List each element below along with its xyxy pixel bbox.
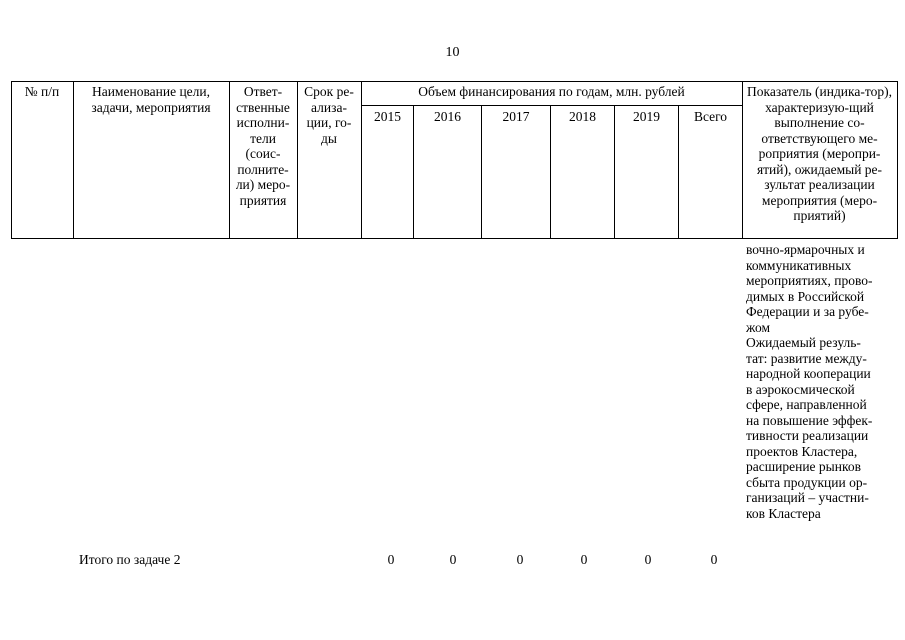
- header-name: Наименование цели, задачи, мероприятия: [91, 84, 211, 115]
- page-number: 10: [445, 45, 460, 60]
- continuation-line: проектов Кластера,: [746, 443, 858, 459]
- continuation-line: димых в Российской: [746, 288, 865, 304]
- continuation-line: в аэрокосмической: [746, 381, 855, 397]
- total-value-2016: 0: [449, 552, 457, 567]
- continuation-line: Федерации и за рубе-: [746, 304, 869, 319]
- indicator-continuation: [746, 242, 898, 521]
- header-funding: Объем финансирования по годам, млн. рублей: [418, 84, 685, 99]
- total-value-2018: 0: [580, 552, 588, 567]
- header-year-2018: 2018: [569, 109, 596, 124]
- total-value-2015: 0: [387, 552, 395, 567]
- header-number: № п/п: [24, 84, 60, 99]
- total-value-2019: 0: [644, 552, 652, 567]
- continuation-line: тат: развитие между-: [746, 350, 867, 366]
- continuation-line: сфере, направленной: [746, 397, 867, 412]
- continuation-line: ков Кластера: [746, 505, 821, 521]
- continuation-line: тивности реализации: [746, 428, 869, 443]
- continuation-line: народной кооперации: [746, 366, 871, 381]
- continuation-line: сбыта продукции ор-: [746, 474, 868, 490]
- header-responsible: Ответ-ственные исполни-тели (соис-полните-ли) меро-приятия: [235, 84, 291, 208]
- continuation-line: Ожидаемый резуль-: [746, 335, 861, 350]
- continuation-line: расширение рынков: [746, 459, 861, 474]
- header-year-2015: 2015: [374, 109, 401, 124]
- continuation-line: жом: [746, 319, 771, 335]
- continuation-line: коммуникативных: [746, 257, 852, 273]
- continuation-line: вочно-ярмарочных и: [746, 242, 865, 257]
- header-year-2019: 2019: [633, 109, 660, 124]
- header-term: Срок ре-ализа-ции, го-ды: [304, 84, 354, 146]
- header-year-2016: 2016: [434, 109, 461, 124]
- header-total: Всего: [693, 109, 728, 124]
- total-label: Итого по задаче 2: [79, 552, 181, 567]
- header-year-2017: 2017: [502, 109, 530, 124]
- continuation-line: ганизаций – участни-: [746, 490, 869, 505]
- header-indicator: Показатель (индика-тор), характеризую-щий выполнение со-ответствующего ме-роприятия (меропри-ятий), ожидаемый ре-зультат реализации мероприятия (меро-приятий): [747, 84, 892, 223]
- continuation-line: на повышение эффек-: [746, 412, 873, 428]
- total-value-2017: 0: [516, 552, 524, 567]
- continuation-line: мероприятиях, прово-: [746, 273, 873, 288]
- total-value-all: 0: [710, 552, 718, 567]
